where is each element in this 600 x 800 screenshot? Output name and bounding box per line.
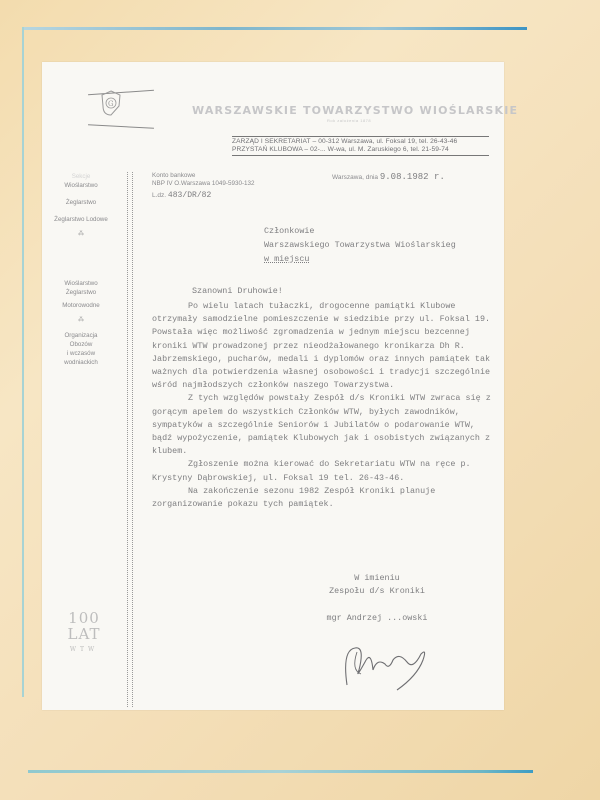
bank-label: Konto bankowe (152, 172, 196, 179)
address-marina: PRZYSTAŃ KLUBOWA – 02-... W-wa, ul. M. Zaruskiego 6, tel. 21-59-74 (232, 146, 449, 153)
signatory-name: mgr Andrzej ...owski (326, 613, 428, 623)
place-date-label: Warszawa, dnia (332, 174, 378, 181)
sidebar-separator-icon: ⁂ (78, 231, 84, 237)
sidebar-item: Obozów (69, 341, 93, 348)
bank-account: NBP IV O.Warszawa 1049-5930-132 (152, 180, 255, 187)
reference (152, 191, 211, 200)
album-rule-bottom (28, 770, 533, 773)
recipient-line: Warszawskiego Towarzystwa Wioślarskieg (264, 240, 456, 250)
recipient-line: w miejscu (264, 254, 310, 264)
organization-name: WARSZAWSKIE TOWARZYSTWO WIOŚLARSKIE (192, 104, 519, 117)
sidebar-item: Wioślarstwo (64, 280, 98, 287)
sidebar-item: Motorowodne (62, 302, 100, 309)
closing-line: W imieniu (354, 573, 400, 583)
sidebar-faint-header: Sekcje (71, 173, 91, 180)
closing-block (312, 572, 442, 625)
sidebar-item: Żeglarstwo (65, 289, 97, 296)
reference-label: L.dz. (152, 192, 167, 199)
album-rule-left (22, 27, 24, 697)
letter-body (152, 300, 492, 511)
recipient-line: Członkowie (264, 226, 315, 236)
reference-number: 483/DR/82 (167, 191, 212, 200)
sidebar-item: i wczasów (66, 350, 96, 357)
letter-date: 9.08.1982 r. (379, 172, 445, 182)
salutation: Szanowni Druhowie! (192, 286, 283, 296)
place-date (332, 172, 445, 182)
body-paragraph: Na zakończenie sezonu 1982 Zespół Kroniki planuje zorganizowanie pokazu tych pamiątek. (152, 485, 436, 510)
letter-sheet (42, 62, 519, 710)
svg-text:G: G (108, 100, 114, 108)
founded-note: Rok założenia 1878 (327, 118, 372, 123)
sidebar-item: Organizacja (64, 332, 98, 339)
address-board: ZARZĄD I SEKRETARIAT – 00-312 Warszawa, ul. Foksal 19, tel. 26-43-46 (232, 138, 458, 145)
activities-sidebar (42, 172, 120, 367)
body-paragraph: Po wielu latach tułaczki, drogocenne pamiątki Klubowe otrzymały samodzielne pomieszczenie w siedzibie przy ul. Foksal 19. Powstała więc możliwość zgromadzenia w jednym miejscu bezcennej kroniki WTW prowadzonej przez nieodżałowanego kronikarza Dh R. Jabrzemskiego, pucharów, medali i dyplomów oraz innych pamiątek tak ważnych dla potwierdzenia własnej osobowości i tradycji szczególnie wśród najmłodszych członków naszego Towarzystwa. (152, 301, 491, 391)
sidebar-item: Wioślarstwo (64, 182, 98, 189)
sidebar-item: Żeglarstwo Lodowe (54, 216, 108, 223)
anniversary-number: 100 (68, 609, 100, 627)
sidebar-item: Żeglarstwo (65, 199, 97, 206)
club-emblem-icon (100, 90, 122, 116)
anniversary-mark (64, 610, 104, 658)
recipient-block (264, 224, 456, 266)
anniversary-word: LAT (67, 625, 101, 643)
album-rule-top (22, 27, 527, 30)
address-rule-top (232, 136, 489, 137)
handwritten-signature-icon (337, 640, 437, 695)
anniversary-abbr: WTW (69, 646, 99, 653)
logo-rule-bottom (88, 124, 154, 128)
sidebar-item: wodniackich (64, 359, 98, 366)
sidebar-divider (127, 172, 133, 707)
address-rule-bottom (232, 155, 489, 156)
sidebar-separator-icon: ⁂ (78, 317, 84, 323)
body-paragraph: Zgłoszenie można kierować do Sekretariatu WTW na ręce p. Krystyny Dąbrowskiej, ul. Foksal 19 tel. 26-43-46. (152, 459, 471, 483)
closing-line: Zespołu d/s Kroniki (329, 586, 425, 596)
bank-info (152, 172, 255, 188)
body-paragraph: Z tych względów powstały Zespół d/s Kroniki WTW zwraca się z gorącym apelem do wszystkich Członków WTW, byłych zawodników, sympatyków a szczególnie Seniorów i Jubilatów o podarowanie WTW, bądź wypożyczenie, pamiątek Klubowych jak i osobistych związanych z klubem. (152, 393, 491, 457)
